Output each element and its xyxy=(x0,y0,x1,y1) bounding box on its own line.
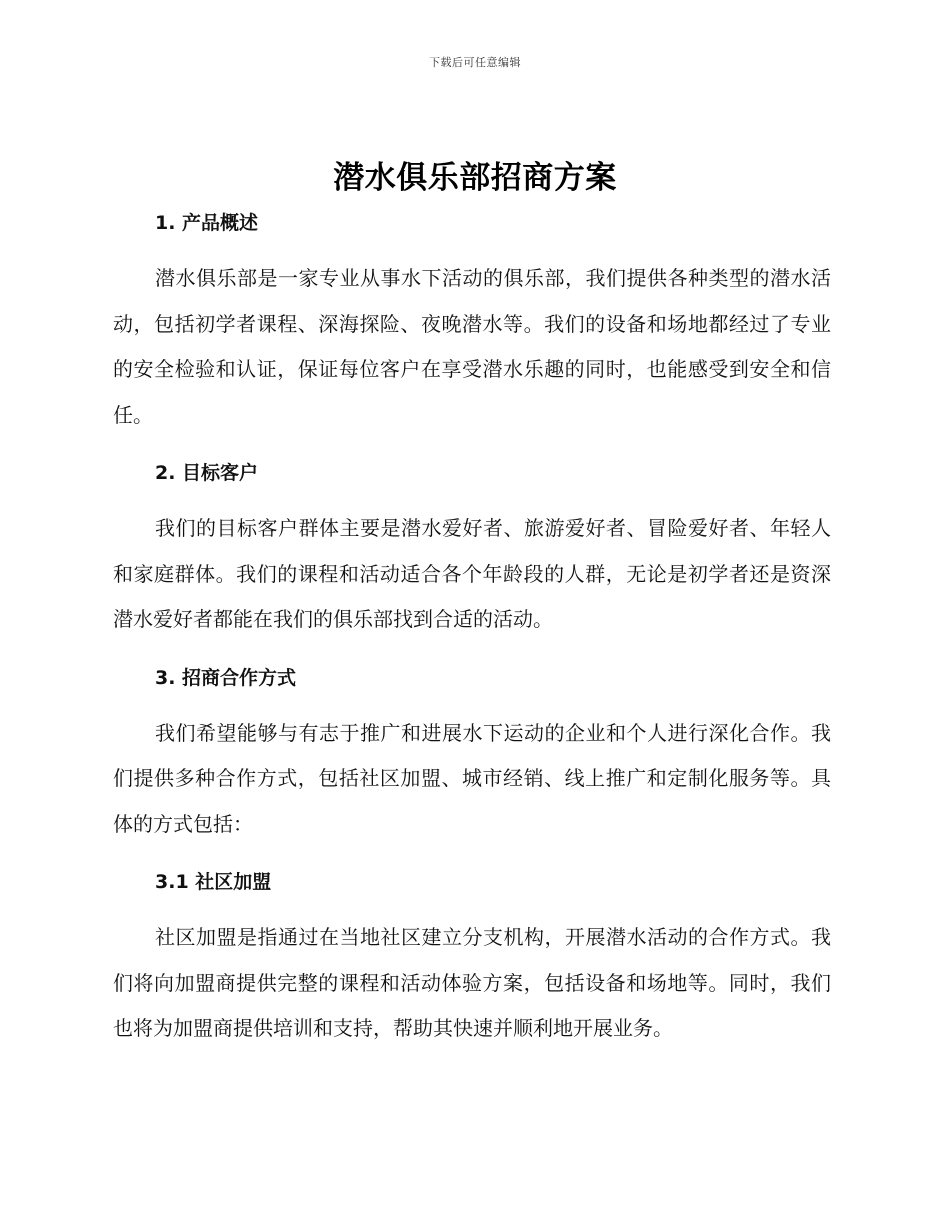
header-note: 下载后可任意编辑 xyxy=(429,56,521,69)
section-heading-product-overview: 1. 产品概述 xyxy=(155,212,259,234)
section-heading-community-franchise: 3.1 社区加盟 xyxy=(155,871,272,893)
section-heading-target-customers: 2. 目标客户 xyxy=(155,462,259,484)
document-title: 潜水俱乐部招商方案 xyxy=(333,160,617,196)
section-heading-cooperation-methods: 3. 招商合作方式 xyxy=(155,666,297,689)
section-paragraph-target-customers: 我们的目标客户群体主要是潜水爱好者、旅游爱好者、冒险爱好者、年轻人和家庭群体。我们的课程和活动适合各个年龄段的人群，无论是初学者还是资深潜水爱好者都能在我们的俱乐部找到合适的活动。 xyxy=(113,516,831,631)
section-paragraph-product-overview: 潜水俱乐部是一家专业从事水下活动的俱乐部，我们提供各种类型的潜水活动，包括初学者课程、深海探险、夜晚潜水等。我们的设备和场地都经过了专业的安全检验和认证，保证每位客户在享受潜水乐趣的同时，也能感受到安全和信任。 xyxy=(113,266,831,427)
section-paragraph-community-franchise: 社区加盟是指通过在当地社区建立分支机构，开展潜水活动的合作方式。我们将向加盟商提供完整的课程和活动体验方案，包括设备和场地等。同时，我们也将为加盟商提供培训和支持，帮助其快速并顺利地开展业务。 xyxy=(113,925,831,1040)
document-body xyxy=(113,200,831,1064)
section-paragraph-cooperation-methods: 我们希望能够与有志于推广和进展水下运动的企业和个人进行深化合作。我们提供多种合作方式，包括社区加盟、城市经销、线上推广和定制化服务等。具体的方式包括： xyxy=(113,720,831,836)
